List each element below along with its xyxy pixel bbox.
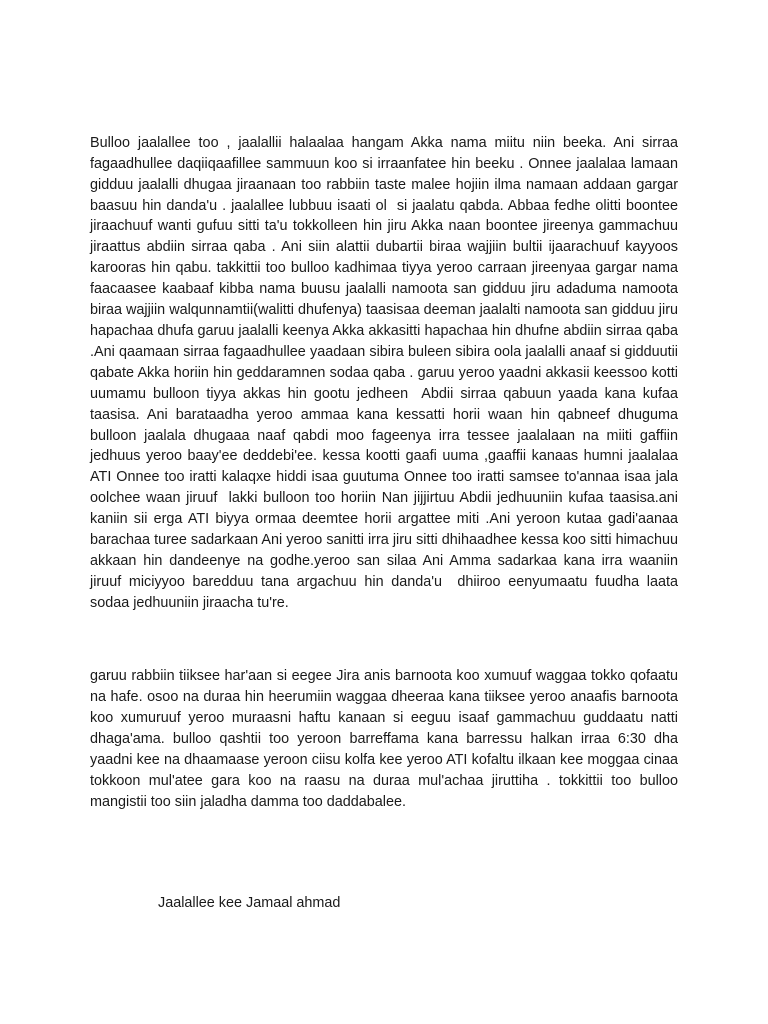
paragraph-2: garuu rabbiin tiiksee har'aan si eegee Jira anis barnoota koo xumuuf waggaa tokko qofaatu na hafe. osoo na duraa hin heerumiin waggaa dheeraa kana tiiksee yeroo anaafis barnoota koo xumuruuf yeroo muraasni haftu kanaan si eeguu isaaf gammachuu guddaatu natti dhaga'ama. bulloo qashtii too yeroon barreffama kana barressu halkan irraa 6:30 dha yaadni kee na dhaamaase yeroon ciisu kolfa kee yeroo ATI kofaltu ilkaan kee moggaa cinaa tokkoon mul'atee gara koo na raasu na duraa mul'achaa jiruttiha . tokkittii too bulloo mangistii too siin jaladha damma too daddabalee.	[90, 668, 686, 810]
signature-line: Jaalallee kee Jamaal ahmad	[158, 895, 341, 911]
letter-body	[90, 91, 686, 866]
paragraph-1: Bulloo jaalallee too , jaalallii halaalaa hangam Akka nama miitu niin beeka. Ani sirraa fagaadhullee daqiiqaafillee sammuun koo si irraanfatee hin beeku . Onnee jaalalaa lamaan gidduu jaalalli dhugaa jiraanaan too rabbiin taste malee hojiin ilma namaan addaan gargar baasuu hin danda'u . jaalallee lubbuu isaati ol si jaalatu qabda. Abbaa fedhe olitti boontee jiraachuuf wanti gufuu sitti ta'u tokkolleen hin jiru Akka naan boontee jireenya gammachuu jiraattus abdiin sirraa qaba . Ani siin alattii dubartii biraa wajjiin bultii ijaarachuuf kayyoos karooras hin qabu. takkittii too bulloo kadhimaa tiyya yeroo carraan jireenyaa gargar nama faacaasee kaabaaf kibba nama buusu jaalalli namoota san gidduu jiru adaduma namoota biraa wajjiin walqunnamtii(walitti dhufenya) taasisaa deeman jaalalti namoota san gidduu jiru hapachaa dhufa garuu jaalalli keenya Akka akkasitti hapachaa hin dhufne abdiin sirraa qaba .Ani qaamaan sirraa fagaadhullee yaadaan sibira buleen sibira oola jaalalli anaaf si gidduutii qabate Akka horiin hin geddaramnen sodaa qaba . garuu yeroo yaadni akkasii keessoo kotti uumamu bulloon tiyya akkas hin gootu jedheen Abdii sirraa qabuun yaada kana kufaa taasisa. Ani barataadha yeroo ammaa kana kessatti horii waan hin qabneef dhuguma bulloon jaalala dhugaaa naaf qabdi moo fageenya irra tessee jaalalaan na miiti gaffiin jedhuus yeroo baay'ee deddebi'ee. kessa kootti gaafi uuma ,gaaffii kanaas humni jaalalaa ATI Onnee too iratti kalaqxe hiddi isaa guutuma Onnee too iratti samsee to'annaa isaa jala oolchee waan jiruuf lakki bulloon too horiin Nan jijjirtuu Abdii jedhuuniin kufaa taasisa.ani kaniin sii erga ATI biyya ormaa deemtee horii argattee miti .Ani yeroon kutaa gadi'aanaa barachaa turee sadarkaan Ani yeroo sanitti irra jiru sitti dhihaadhee kessa koo sitti himachuu akkaan hin dandeenye na godhe.yeroo san silaa Ani Amma sadarkaa kana irra waaniin jiruuf miciyyoo baredduu tana argachuu hin danda'u dhiiroo eenyumaatu fuudha laata sodaa jedhuuniin jiraacha tu're.	[90, 134, 682, 611]
